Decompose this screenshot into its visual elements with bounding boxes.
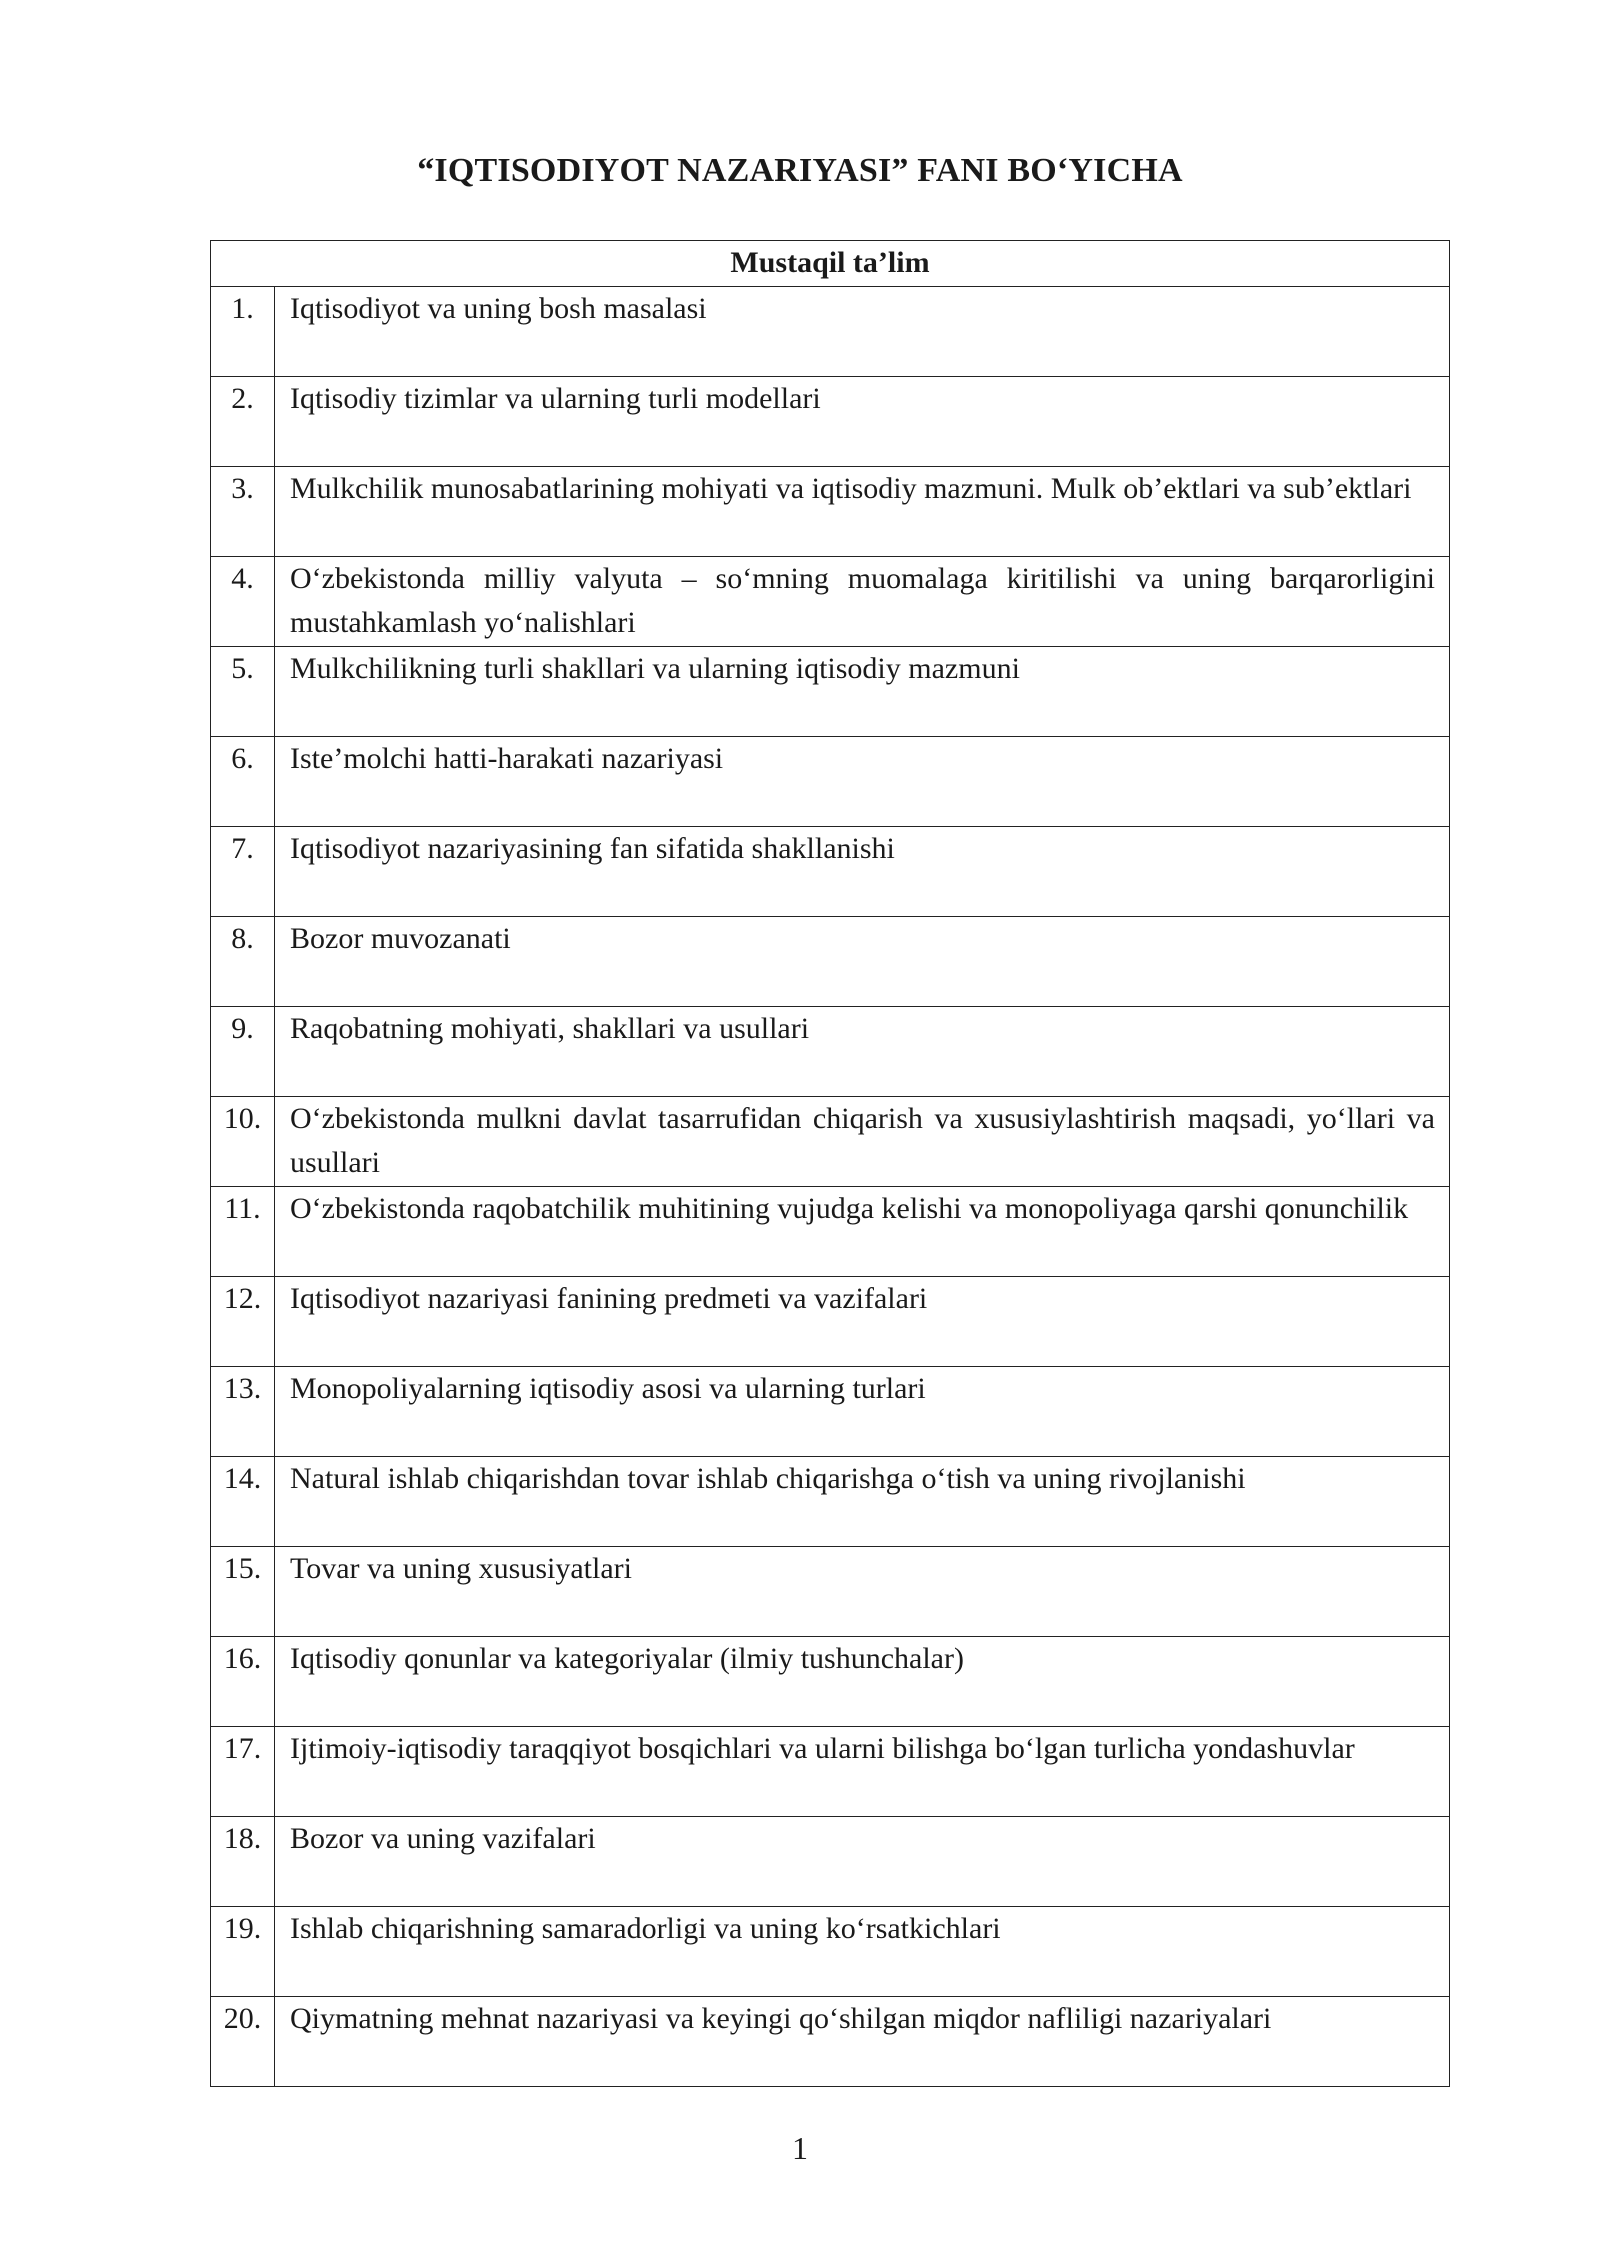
row-topic: Bozor muvozanati (275, 917, 1450, 1007)
table-row (211, 647, 1450, 737)
row-number: 10. (211, 1097, 275, 1187)
table-row (211, 1817, 1450, 1907)
row-number: 18. (211, 1817, 275, 1907)
page-number: 1 (792, 2130, 808, 2166)
row-number: 3. (211, 467, 275, 557)
row-number: 6. (211, 737, 275, 827)
row-number: 11. (211, 1187, 275, 1277)
table-row (211, 1997, 1450, 2087)
row-number: 1. (211, 287, 275, 377)
table-row (211, 1547, 1450, 1637)
row-topic: Qiymatning mehnat nazariyasi va keyingi qo‘shilgan miqdor nafliligi nazariyalari (275, 1997, 1450, 2087)
table-row (211, 1637, 1450, 1727)
table-row (211, 827, 1450, 917)
row-topic: Ishlab chiqarishning samaradorligi va uning ko‘rsatkichlari (275, 1907, 1450, 1997)
table-row (211, 377, 1450, 467)
table-row (211, 467, 1450, 557)
table-row (211, 1907, 1450, 1997)
row-number: 13. (211, 1367, 275, 1457)
row-topic: Mulkchilik munosabatlarining mohiyati va iqtisodiy mazmuni. Mulk ob’ektlari va sub’ektlari (275, 467, 1450, 557)
row-number: 5. (211, 647, 275, 737)
row-number: 2. (211, 377, 275, 467)
table-header: Mustaqil ta’lim (211, 241, 1450, 287)
row-topic: Raqobatning mohiyati, shakllari va usullari (275, 1007, 1450, 1097)
row-number: 4. (211, 557, 275, 647)
table-row (211, 287, 1450, 377)
row-number: 20. (211, 1997, 275, 2087)
row-topic: Monopoliyalarning iqtisodiy asosi va ularning turlari (275, 1367, 1450, 1457)
row-topic: Tovar va uning xususiyatlari (275, 1547, 1450, 1637)
row-number: 15. (211, 1547, 275, 1637)
row-number: 9. (211, 1007, 275, 1097)
row-topic: Iste’molchi hatti-harakati nazariyasi (275, 737, 1450, 827)
row-topic: O‘zbekistonda milliy valyuta – so‘mning muomalaga kiritilishi va uning barqarorligini mustahkamlash yo‘nalishlari (275, 557, 1450, 647)
table-row (211, 1277, 1450, 1367)
row-number: 14. (211, 1457, 275, 1547)
page-title: “IQTISODIYOT NAZARIYASI” FANI BO‘YICHA (417, 152, 1183, 189)
table-row (211, 1187, 1450, 1277)
row-topic: Iqtisodiyot va uning bosh masalasi (275, 287, 1450, 377)
row-topic: Iqtisodiy tizimlar va ularning turli modellari (275, 377, 1450, 467)
row-topic: Bozor va uning vazifalari (275, 1817, 1450, 1907)
row-topic: Natural ishlab chiqarishdan tovar ishlab chiqarishga o‘tish va uning rivojlanishi (275, 1457, 1450, 1547)
row-topic: Iqtisodiy qonunlar va kategoriyalar (ilmiy tushunchalar) (275, 1637, 1450, 1727)
row-topic: O‘zbekistonda raqobatchilik muhitining vujudga kelishi va monopoliyaga qarshi qonunchilik (275, 1187, 1450, 1277)
row-topic: Ijtimoiy-iqtisodiy taraqqiyot bosqichlari va ularni bilishga bo‘lgan turlicha yondashuvlar (275, 1727, 1450, 1817)
table-row (211, 1097, 1450, 1187)
row-number: 7. (211, 827, 275, 917)
row-topic: O‘zbekistonda mulkni davlat tasarrufidan chiqarish va xususiylashtirish maqsadi, yo‘llari va usullari (275, 1097, 1450, 1187)
row-topic: Mulkchilikning turli shakllari va ularning iqtisodiy mazmuni (275, 647, 1450, 737)
table-row (211, 1007, 1450, 1097)
topics-table (210, 240, 1450, 2087)
row-number: 12. (211, 1277, 275, 1367)
table-row (211, 557, 1450, 647)
row-number: 16. (211, 1637, 275, 1727)
row-topic: Iqtisodiyot nazariyasining fan sifatida shakllanishi (275, 827, 1450, 917)
table-row (211, 1367, 1450, 1457)
row-number: 8. (211, 917, 275, 1007)
table-row (211, 737, 1450, 827)
table-row (211, 1727, 1450, 1817)
table-header-row (211, 241, 1450, 287)
table-row (211, 917, 1450, 1007)
row-number: 17. (211, 1727, 275, 1817)
row-number: 19. (211, 1907, 275, 1997)
row-topic: Iqtisodiyot nazariyasi fanining predmeti va vazifalari (275, 1277, 1450, 1367)
table-row (211, 1457, 1450, 1547)
